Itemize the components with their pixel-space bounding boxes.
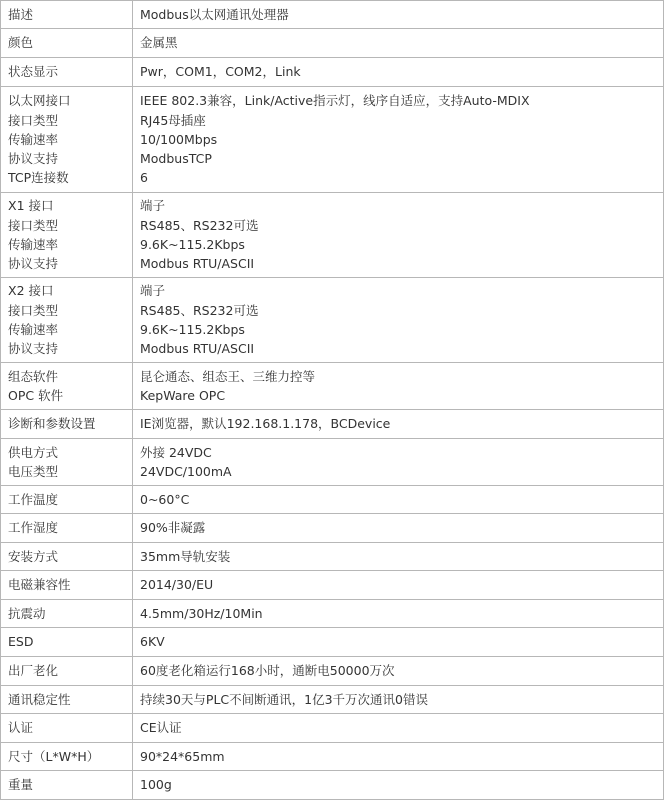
- spec-label: 安装方式: [8, 548, 59, 564]
- spec-label: 电磁兼容性: [8, 577, 71, 593]
- spec-label: 协议支持: [8, 341, 59, 357]
- table-row: [1, 743, 664, 771]
- spec-value-cell: [133, 439, 664, 486]
- spec-label: 状态显示: [8, 64, 59, 80]
- spec-label-cell: [1, 278, 133, 363]
- spec-value-cell: [133, 600, 664, 628]
- spec-table-body: [1, 1, 664, 800]
- spec-value-cell: [133, 363, 664, 410]
- spec-value: IEEE 802.3兼容，Link/Active指示灯，线序自适应，支持Auto-MDIX: [140, 93, 530, 109]
- spec-value-cell: [133, 29, 664, 58]
- spec-value-cell: [133, 278, 664, 363]
- spec-label: 出厂老化: [8, 663, 59, 679]
- spec-label-cell: [1, 743, 133, 771]
- spec-label-cell: [1, 771, 133, 800]
- spec-label: 传输速率: [8, 237, 59, 252]
- spec-value: 100g: [140, 777, 172, 793]
- table-row: [1, 1, 664, 29]
- spec-label-cell: [1, 29, 133, 58]
- spec-label: 工作湿度: [8, 520, 59, 536]
- spec-label: 组态软件: [8, 368, 59, 384]
- spec-value: 外接 24VDC: [140, 444, 212, 460]
- spec-value: Modbus以太网通讯处理器: [140, 6, 289, 22]
- spec-label-cell: [1, 686, 133, 714]
- spec-label-cell: [1, 514, 133, 543]
- table-row: [1, 514, 664, 543]
- spec-label: 接口类型: [8, 112, 59, 128]
- spec-label-cell: [1, 486, 133, 514]
- table-row: [1, 571, 664, 600]
- spec-label: 供电方式: [8, 444, 59, 460]
- spec-label-cell: [1, 543, 133, 571]
- spec-value-cell: [133, 486, 664, 514]
- table-row: [1, 278, 664, 363]
- spec-label: 抗震动: [8, 605, 46, 621]
- spec-value: Modbus RTU/ASCII: [140, 341, 255, 357]
- spec-value: CE认证: [140, 720, 182, 736]
- spec-value: 端子: [140, 198, 166, 214]
- spec-label: 接口类型: [8, 217, 59, 233]
- spec-value: IE浏览器，默认192.168.1.178，BCDevice: [140, 416, 391, 432]
- table-row: [1, 439, 664, 486]
- spec-value-cell: [133, 1, 664, 29]
- spec-label: 重量: [8, 777, 34, 793]
- spec-value-cell: [133, 771, 664, 800]
- spec-label: ESD: [8, 634, 34, 650]
- spec-label: 以太网接口: [8, 93, 71, 109]
- spec-value-cell: [133, 543, 664, 571]
- spec-label-cell: [1, 714, 133, 743]
- spec-value-cell: [133, 628, 664, 657]
- table-row: [1, 87, 664, 193]
- spec-value: 0~60°C: [140, 491, 190, 507]
- spec-value: 24VDC/100mA: [140, 464, 232, 479]
- spec-label: 尺寸（L*W*H）: [8, 748, 100, 764]
- spec-label: 传输速率: [8, 322, 59, 337]
- spec-value: 6: [140, 170, 148, 186]
- spec-label: TCP连接数: [8, 170, 69, 186]
- spec-label: 接口类型: [8, 302, 59, 318]
- spec-value: 端子: [140, 283, 166, 299]
- spec-value: 昆仑通态、组态王、三维力控等: [140, 368, 316, 384]
- spec-label-cell: [1, 657, 133, 686]
- spec-value-cell: [133, 657, 664, 686]
- spec-label: 协议支持: [8, 256, 59, 272]
- spec-value: RS485、RS232可选: [140, 302, 259, 318]
- table-row: [1, 486, 664, 514]
- spec-value-cell: [133, 686, 664, 714]
- spec-label: 诊断和参数设置: [8, 416, 96, 432]
- spec-label: 描述: [8, 6, 34, 22]
- spec-label: 颜色: [8, 35, 34, 51]
- spec-label-cell: [1, 410, 133, 439]
- spec-value-cell: [133, 193, 664, 278]
- table-row: [1, 29, 664, 58]
- spec-label: 工作温度: [8, 491, 59, 507]
- table-row: [1, 543, 664, 571]
- spec-label: 通讯稳定性: [8, 691, 71, 707]
- spec-label: X2 接口: [8, 283, 54, 299]
- spec-label: 传输速率: [8, 131, 59, 147]
- spec-label: 电压类型: [8, 464, 59, 479]
- spec-label: OPC 软件: [8, 388, 64, 403]
- spec-label-cell: [1, 363, 133, 410]
- spec-value: 6KV: [140, 634, 165, 650]
- spec-label-cell: [1, 58, 133, 87]
- spec-value: 10/100Mbps: [140, 131, 218, 147]
- spec-label-cell: [1, 193, 133, 278]
- spec-value-cell: [133, 87, 664, 193]
- table-row: [1, 771, 664, 800]
- spec-value: 35mm导轨安装: [140, 548, 231, 564]
- spec-value: 90*24*65mm: [140, 748, 225, 764]
- spec-label: X1 接口: [8, 198, 54, 214]
- table-row: [1, 714, 664, 743]
- table-row: [1, 363, 664, 410]
- spec-value: 持续30天与PLC不间断通讯，1亿3千万次通讯0错误: [140, 691, 428, 707]
- spec-value: 2014/30/EU: [140, 577, 214, 593]
- table-row: [1, 657, 664, 686]
- spec-value: Pwr，COM1，COM2，Link: [140, 64, 301, 80]
- table-row: [1, 58, 664, 87]
- spec-value: 4.5mm/30Hz/10Min: [140, 605, 263, 621]
- spec-label-cell: [1, 439, 133, 486]
- spec-value: RJ45母插座: [140, 112, 206, 128]
- table-row: [1, 193, 664, 278]
- spec-value: 60度老化箱运行168小时，通断电50000万次: [140, 663, 395, 679]
- table-row: [1, 686, 664, 714]
- spec-label-cell: [1, 1, 133, 29]
- spec-value-cell: [133, 58, 664, 87]
- spec-label: 协议支持: [8, 151, 59, 167]
- spec-label-cell: [1, 87, 133, 193]
- spec-value-cell: [133, 571, 664, 600]
- spec-value: KepWare OPC: [140, 388, 226, 403]
- table-row: [1, 628, 664, 657]
- spec-label: 认证: [8, 720, 34, 736]
- spec-value: 90%非凝露: [140, 520, 206, 536]
- table-row: [1, 600, 664, 628]
- spec-value: ModbusTCP: [140, 151, 212, 167]
- spec-value: Modbus RTU/ASCII: [140, 256, 255, 272]
- spec-value-cell: [133, 714, 664, 743]
- spec-value-cell: [133, 743, 664, 771]
- spec-value-cell: [133, 514, 664, 543]
- table-row: [1, 410, 664, 439]
- spec-label-cell: [1, 571, 133, 600]
- spec-value: RS485、RS232可选: [140, 217, 259, 233]
- spec-value: 9.6K~115.2Kbps: [140, 322, 245, 337]
- spec-value: 9.6K~115.2Kbps: [140, 237, 245, 252]
- spec-label-cell: [1, 600, 133, 628]
- spec-value-cell: [133, 410, 664, 439]
- spec-value: 金属黑: [140, 35, 178, 51]
- spec-label-cell: [1, 628, 133, 657]
